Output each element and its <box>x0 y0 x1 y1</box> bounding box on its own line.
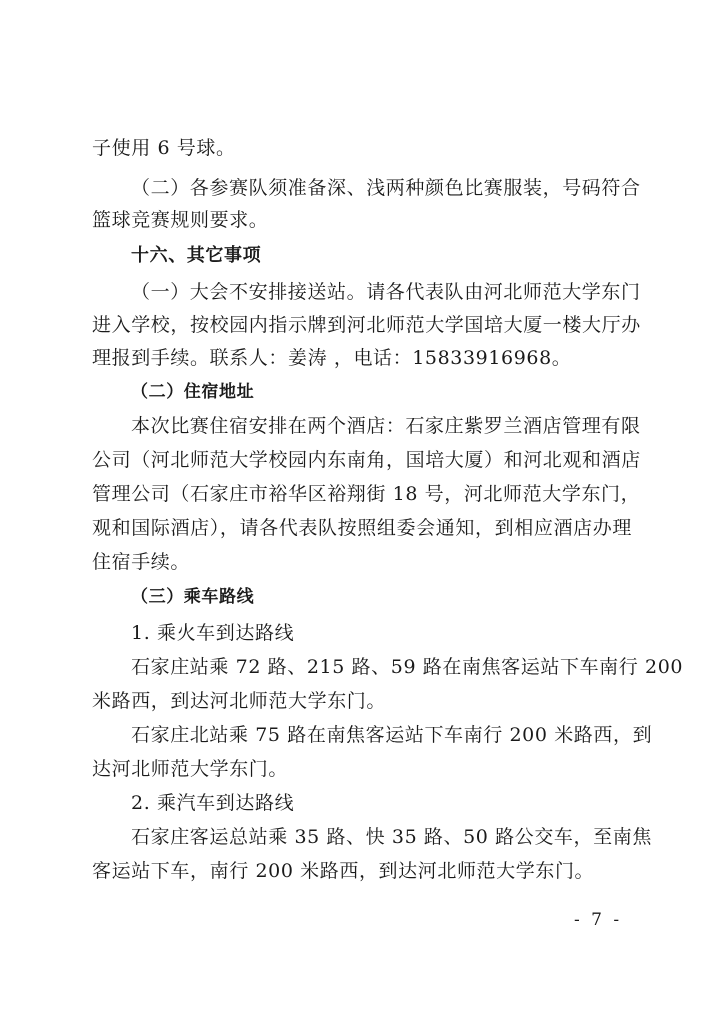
text-line-hotel-one: 公司（河北师范大学校园内东南角，国培大厦）和河北观和酒店 <box>92 449 641 471</box>
text-line-hotels-intro: 本次比赛住宿安排在两个酒店：石家庄紫罗兰酒店管理有限 <box>131 415 641 437</box>
text-line-bus-route-main: 石家庄客运总站乘 35 路、快 35 路、50 路公交车，至南焦 <box>131 826 652 848</box>
subheading-transport-routes: （三）乘车路线 <box>131 587 255 607</box>
page-number: - 7 - <box>574 910 623 930</box>
text-line-train-route-heading: 1. 乘火车到达路线 <box>131 622 295 644</box>
text-line-train-route-main-end: 米路西，到达河北师范大学东门。 <box>92 690 387 712</box>
text-line-train-route-main: 石家庄站乘 72 路、215 路、59 路在南焦客运站下车南行 200 <box>131 656 684 678</box>
text-line-bus-route-heading: 2. 乘汽车到达路线 <box>131 792 295 814</box>
subheading-accommodation: （二）住宿地址 <box>131 382 255 402</box>
text-line-check-in: 住宿手续。 <box>92 551 191 573</box>
text-line-hotel-two-address: 管理公司（石家庄市裕华区裕翔街 18 号，河北师范大学东门， <box>92 483 641 505</box>
text-line-uniform-requirement: （二）各参赛队须准备深、浅两种颜色比赛服装，号码符合 <box>131 177 641 199</box>
text-line-bus-route-main-end: 客运站下车，南行 200 米路西，到达河北师范大学东门。 <box>92 860 595 882</box>
text-line-train-route-north-end: 达河北师范大学东门。 <box>92 758 289 780</box>
text-line-contact-info: 理报到手续。联系人：姜涛 ，电话：15833916968。 <box>92 347 572 369</box>
text-line-campus-entry: 进入学校，按校园内指示牌到河北师范大学国培大厦一楼大厅办 <box>92 314 641 336</box>
text-line-basketball-rules: 篮球竞赛规则要求。 <box>92 209 269 231</box>
text-line-no-pickup: （一）大会不安排接送站。请各代表队由河北师范大学东门 <box>131 281 641 303</box>
text-line-train-route-north: 石家庄北站乘 75 路在南焦客运站下车南行 200 米路西，到 <box>131 724 653 746</box>
text-line-ball-size: 子使用 6 号球。 <box>92 137 236 159</box>
text-line-hotel-two-name: 观和国际酒店），请各代表队按照组委会通知，到相应酒店办理 <box>92 517 632 539</box>
section-heading-other-matters: 十六、其它事项 <box>131 245 262 266</box>
